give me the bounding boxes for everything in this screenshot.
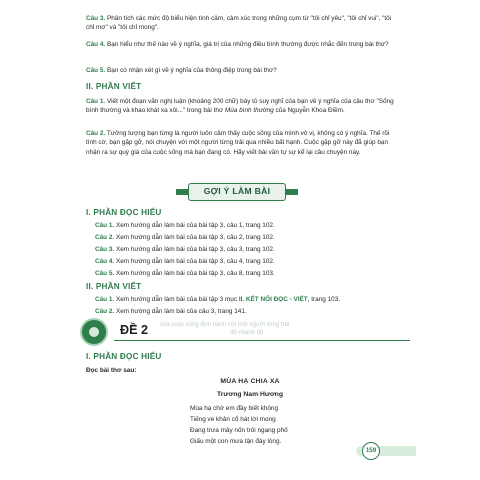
poem-verse: Giấu một con mưa tận đáy lòng. [190,438,282,445]
answer-item-label: Câu 5. [95,270,115,277]
writing-question-2 [86,129,396,157]
answer-item [95,245,395,254]
answer-item-text: Xem hướng dẫn làm bài của bài tập 3, câu 8, trang 103. [114,270,275,277]
poem-verse: Đang trưa mây nốn trôi ngang phố [190,427,288,434]
writing-answer-1-bold: II. KẾT NỐI ĐỌC - VIẾT [238,296,308,303]
bleedthrough-line: của cuộc sống đơn hành với một người từng trải [160,322,290,328]
question-3-text: Phân tích các mức độ biểu hiện tình cảm, cảm xúc trong những cụm từ "tôi chỉ yêu", "tôi chỉ vui", "tôi chỉ mơ" và "tôi chỉ mong". [86,15,392,32]
exam-2-rule [114,340,410,341]
writing-question-1-label: Câu 1. [86,98,106,105]
banner-title: GỢI Ý LÀM BÀI [203,186,271,196]
answer-item-label: Câu 1. [95,222,115,229]
answer-item-text: Xem hướng dẫn làm bài của bài tập 3, câu 2, trang 102. [114,234,275,241]
writing-answer-2-text: Xem hướng dẫn làm bài của câu 3, trang 141. [114,308,247,315]
poem-verse: Tiếng ve khản cổ hát lời mong [190,416,276,423]
suggestion-banner [188,183,286,201]
writing-question-1-text-end: của Nguyễn Khoa Điềm. [273,107,345,115]
answer-item-label: Câu 3. [95,246,115,253]
exam-2-label: ĐỀ 2 [120,323,148,337]
question-4-label: Câu 4. [86,41,106,48]
answer-item-label: Câu 2. [95,234,115,241]
banner-right-wing [284,189,298,195]
bleedthrough-line: độ nhanh đó [230,330,264,336]
section-heading-writing-answers: II. PHẦN VIẾT [86,282,142,291]
exam-2-circle-icon [80,318,108,346]
question-3 [86,14,396,33]
answer-item [95,269,395,278]
writing-answer-1-text: Xem hướng dẫn làm bài của bài tập 3 mục [114,296,239,303]
reading-instruction: Đọc bài thơ sau: [86,367,137,374]
answer-item-text: Xem hướng dẫn làm bài của bài tập 3, câu 3, trang 102. [114,246,275,253]
writing-answer-1 [95,295,395,304]
section-heading-reading-answers: I. PHẦN ĐỌC HIỂU [86,208,162,217]
answer-item-label: Câu 4. [95,258,115,265]
poem-title: MÙA HẠ CHIA XA [220,378,280,385]
answer-item [95,233,395,242]
writing-answer-1-text-end: , trang 103. [307,296,341,303]
exam-2-header [80,318,410,346]
exam-2-bleedthrough-text [160,321,289,337]
section-heading-exam2-reading: I. PHẦN ĐỌC HIỂU [86,352,162,361]
question-4-text: Bạn hiểu như thế nào về ý nghĩa, giá trị của những điều bình thường được nhắc đến trong bài thơ? [105,41,389,48]
question-3-label: Câu 3. [86,15,106,22]
answer-item [95,221,395,230]
answer-item-text: Xem hướng dẫn làm bài của bài tập 3, câu 1, trang 102. [114,222,275,229]
writing-question-2-label: Câu 2. [86,130,106,137]
poem-name-italic: Mùa bình thường [224,107,274,115]
answer-item-text: Xem hướng dẫn làm bài của bài tập 3, câu 4, trang 102. [114,258,275,265]
writing-question-1-text: Viết một đoạn văn nghị luận (khoảng 200 chữ) bày tỏ suy nghĩ của bạn về ý nghĩa của câu thơ "Sống bình thường và khao khát xa xôi..." trong bài thơ [86,98,394,115]
question-5-text: Bạn có nhận xét gì về ý nghĩa của thông điệp trong bài thơ? [105,67,277,74]
page-number-tab [356,442,416,460]
question-4 [86,40,396,49]
question-5-label: Câu 5. [86,67,106,74]
section-heading-writing: II. PHẦN VIẾT [86,82,142,91]
writing-question-1 [86,97,396,116]
writing-answer-2 [95,307,395,316]
question-5 [86,66,396,75]
answer-item [95,257,395,266]
page-number: 159 [365,447,377,454]
writing-answer-2-label: Câu 2. [95,308,115,315]
poem-author: Trương Nam Hương [217,391,283,398]
writing-question-2-text: Tưởng tượng bạn từng là người luôn cảm thấy cuộc sống của mình vô vị, không có ý nghĩa. Thế rồi tình cờ, bạn gặp gỡ, nói chuyện với một người từng trải qua nhiều bất hạnh. Cuộc gặp gỡ này đã giúp bạn nhận ra sự quý giá của cuộc sống mà bạn đang có. Hãy viết bài văn tự sự kể lại câu chuyện này. [86,130,390,156]
writing-answer-1-label: Câu 1. [95,296,115,303]
poem-verse: Mùa hạ chờ em đầy biết không [190,405,279,412]
